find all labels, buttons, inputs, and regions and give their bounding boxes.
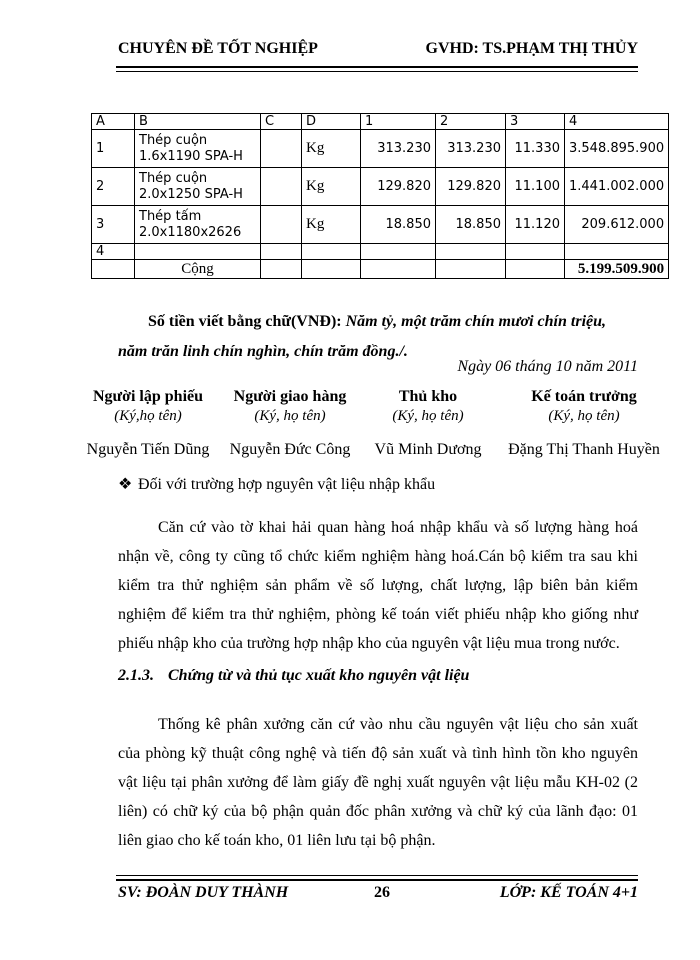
amount: 209.612.000 — [565, 206, 669, 244]
column-header: D — [302, 114, 361, 130]
table-total-row — [92, 260, 669, 279]
bullet-text: Đối với trường hợp nguyên vật liệu nhập khẩu — [138, 476, 436, 493]
amount-in-words-line1: Năm tỷ, một trăm chín mươi chín triệu, — [345, 313, 607, 330]
header-advisor: GVHD: TS.PHẠM THỊ THỦY — [425, 40, 638, 57]
paragraph-import: Căn cứ vào tờ khai hải quan hàng hoá nhập khẩu và số lượng hàng hoá nhận về, công ty cũng tổ chức kiểm nghiệm hàng hoá.Cán bộ kiểm tra sau khi kiểm tra thử nghiệm sản phẩm về số lượng, chất lượng, lập biên bản kiểm nghiệm để kiểm tra thử nghiệm, phòng kế toán viết phiếu nhập kho giống như phiếu nhập kho của trường hợp nhập kho của nguyên vật liệu mua trong nước. — [118, 519, 638, 652]
paragraph-export: Thống kê phân xưởng căn cứ vào nhu cầu nguyên vật liệu cho sản xuất của phòng kỹ thuật công nghệ và tiến độ sản xuất và tình hình tồn kho nguyên vật liệu tại phân xưởng để làm giấy đề nghị xuất nguyên vật liệu mẫu KH-02 (2 liên) có chữ ký của bộ phận quản đốc phân xưởng và chữ ký của lãnh đạo: 01 liên giao cho kế toán kho, 01 liên lưu tại bộ phận. — [118, 716, 638, 849]
signature-person: Nguyễn Tiến Dũng — [86, 441, 210, 458]
footer-student: SV: ĐOÀN DUY THÀNH — [118, 884, 289, 901]
table-row-empty — [92, 244, 669, 260]
amount: 3.548.895.900 — [565, 130, 669, 168]
material-name: Thép cuộn 2.0x1250 SPA-H — [135, 168, 261, 206]
amount: 1.441.002.000 — [565, 168, 669, 206]
header-title: CHUYÊN ĐỀ TỐT NGHIỆP — [118, 40, 318, 57]
document-date: Ngày 06 tháng 10 năm 2011 — [457, 358, 638, 375]
diamond-bullet-icon: ❖ — [118, 476, 133, 493]
table-row — [92, 206, 669, 244]
unit: Kg — [302, 130, 361, 168]
signature-title: Người lập phiếu — [92, 388, 204, 405]
quantity-actual: 18.850 — [436, 206, 506, 244]
quantity-document: 313.230 — [361, 130, 436, 168]
signature-chief-accountant — [500, 388, 668, 459]
unit-price: 11.100 — [506, 168, 565, 206]
unit: Kg — [302, 206, 361, 244]
signature-note: (Ký, họ tên) — [548, 408, 620, 424]
column-header: 1 — [361, 114, 436, 130]
signature-note: (Ký, họ tên) — [392, 408, 464, 424]
table-row — [92, 130, 669, 168]
page-footer — [118, 884, 638, 906]
amount-in-words-line2: năm trăn linh chín nghìn, chín trăm đồng./. — [118, 343, 408, 360]
quantity-document: 18.850 — [361, 206, 436, 244]
column-header: A — [92, 114, 135, 130]
column-header: B — [135, 114, 261, 130]
footer-divider — [116, 879, 638, 881]
page-header — [118, 40, 638, 64]
section-title: Chứng từ và thủ tục xuất kho nguyên vật liệu — [168, 667, 470, 684]
page-number: 26 — [374, 884, 390, 901]
column-header: 2 — [436, 114, 506, 130]
unit-price: 11.120 — [506, 206, 565, 244]
material-name: Thép cuộn 1.6x1190 SPA-H — [135, 130, 261, 168]
total-value: 5.199.509.900 — [565, 260, 669, 279]
signature-person: Vũ Minh Dương — [374, 441, 482, 458]
header-divider-thin — [116, 71, 638, 72]
row-index: 1 — [92, 130, 135, 168]
signature-title: Thủ kho — [398, 388, 458, 405]
signature-note: (Ký, họ tên) — [254, 408, 326, 424]
footer-divider-thin — [116, 875, 638, 876]
signature-preparer — [80, 388, 216, 459]
signature-note: (Ký,họ tên) — [114, 408, 182, 424]
header-divider — [116, 66, 638, 68]
footer-class: LỚP: KẾ TOÁN 4+1 — [499, 884, 638, 901]
material-code — [261, 168, 302, 206]
column-header: C — [261, 114, 302, 130]
row-index: 2 — [92, 168, 135, 206]
signature-person: Đặng Thị Thanh Huyền — [508, 441, 660, 458]
quantity-actual: 129.820 — [436, 168, 506, 206]
column-header: 3 — [506, 114, 565, 130]
section-number: 2.1.3. — [118, 667, 154, 684]
signature-title: Người giao hàng — [233, 388, 347, 405]
material-code — [261, 130, 302, 168]
material-code — [261, 206, 302, 244]
material-name: Thép tấm 2.0x1180x2626 — [135, 206, 261, 244]
row-index: 4 — [92, 244, 135, 260]
amount-in-words-label: Số tiền viết bằng chữ(VNĐ): — [148, 313, 342, 330]
section-heading — [118, 667, 469, 685]
table-header-row — [92, 114, 669, 130]
quantity-actual: 313.230 — [436, 130, 506, 168]
row-index: 3 — [92, 206, 135, 244]
total-label: Cộng — [135, 260, 261, 279]
signature-person: Nguyễn Đức Công — [229, 441, 351, 458]
column-header: 4 — [565, 114, 669, 130]
unit-price: 11.330 — [506, 130, 565, 168]
bullet-heading — [118, 474, 435, 494]
quantity-document: 129.820 — [361, 168, 436, 206]
signature-storekeeper — [370, 388, 486, 459]
signature-deliverer — [222, 388, 358, 459]
signature-title: Kế toán trưởng — [531, 388, 637, 405]
unit: Kg — [302, 168, 361, 206]
warehouse-receipt-table — [91, 113, 669, 279]
table-row — [92, 168, 669, 206]
